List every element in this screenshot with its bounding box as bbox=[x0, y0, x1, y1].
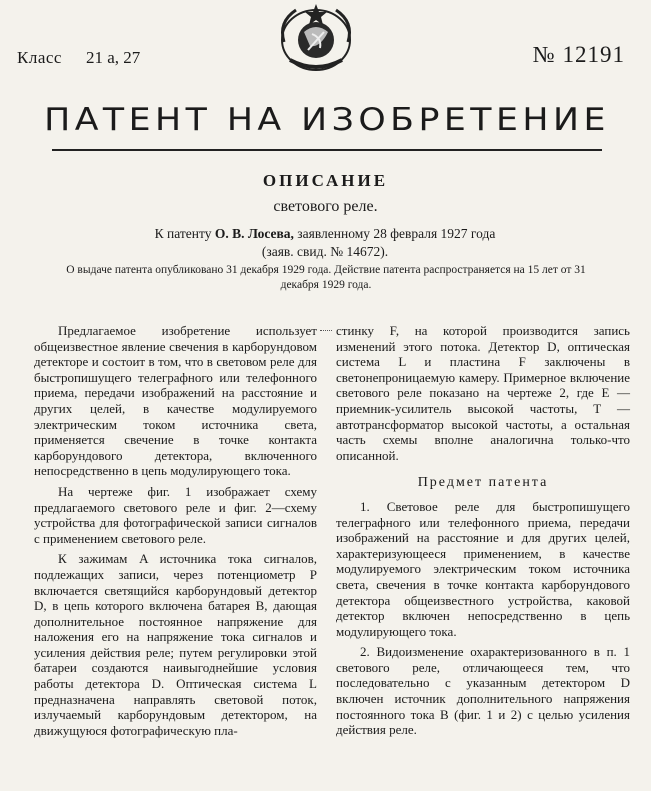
title-rule bbox=[52, 149, 602, 151]
paragraph: Предлагаемое изобретение использует общеизвестное явление свечения в карборундовом детекторе и состоит в том, что в световом реле для быстропишущего телеграфного или телефонного приема, передачи изображений на расстояние и других целей, в качестве модулируемого электрическим током источника света, применяется свечение в точке контакта карборундового детектора, включенного непосредственно в цепь модулирующего тока. bbox=[34, 323, 317, 479]
state-emblem-icon bbox=[268, 2, 364, 72]
description-subject: светового реле. bbox=[273, 198, 378, 215]
paragraph: На чертеже фиг. 1 изображает схему предлагаемого светового реле и фиг. 2—схему устройства для фотографической записи сигналов с применением светового реле. bbox=[34, 483, 317, 546]
patent-author: О. В. Лосева, bbox=[214, 226, 294, 241]
paragraph: К зажимам A источника тока сигналов, подлежащих записи, через потенциометр P включается светящийся карборундовый детектор D, в цепь которого включена батарея B, дающая дополнительное постоянное напряжение для наложения его на напряжение тока сигналов и усиления действия реле; путем регулировки этой батареи создаются наивыгоднейшие условия работы детектора D. Оптическая система L предназначена направлять световой поток, излучаемый карборундовым детектором, на движущуюся фотографическую пла- bbox=[34, 551, 317, 738]
claim-item: 1. Световое реле для быстропишущего телеграфного или телефонного приема, передачи изображений на расстояние и для других целей, характеризующееся применением, в качестве модулируемого электрическим током источника света, свечения в точке контакта карборундового детектора общеизвестного устройства, каковой детектор включен непосредственно в цепь модулирующего тока. bbox=[336, 498, 630, 639]
patent-reference bbox=[60, 225, 590, 261]
subject-heading: Предмет патента bbox=[417, 475, 549, 491]
class-value: 21 а, 27 bbox=[86, 48, 141, 67]
right-column bbox=[336, 323, 630, 738]
column-separator bbox=[320, 330, 332, 334]
patent-filed: заявленному 28 февраля 1927 года bbox=[297, 226, 496, 241]
left-column bbox=[34, 323, 317, 738]
patent-ref-prefix: К патенту bbox=[154, 226, 212, 241]
publication-info: О выдаче патента опубликовано 31 декабря 1929 года. Действие патента распространяется на 15 лет от 31 декабря 1929 года. bbox=[66, 264, 586, 291]
patent-number: № 12191 bbox=[532, 42, 625, 67]
document-title: ПАТЕНТ НА ИЗОБРЕТЕНИЕ bbox=[44, 102, 610, 138]
class-label: Класс bbox=[17, 48, 62, 67]
description-heading: ОПИСАНИЕ bbox=[262, 171, 389, 190]
paragraph-continuation: стинку F, на которой производится запись изменений этого потока. Детектор D, оптическая система L и пластина F заключены в светонепроницаемую камеру. Примерное включение светового реле показано на чертеже 2, где E — приемник-усилитель высокой частоты, T — автотрансформатор высокой частоты, а остальная часть схемы вполне аналогична только-что описанной. bbox=[336, 323, 630, 463]
patent-certificate: (заяв. свид. № 14672). bbox=[261, 244, 389, 259]
claim-item: 2. Видоизменение охарактеризованного в п. 1 светового реле, отличающееся тем, что последовательно с указанным детектором D включен источник дополнительного напряжения постоянного тока B (фиг. 1 и 2) с целью усиления действия реле. bbox=[336, 644, 630, 738]
